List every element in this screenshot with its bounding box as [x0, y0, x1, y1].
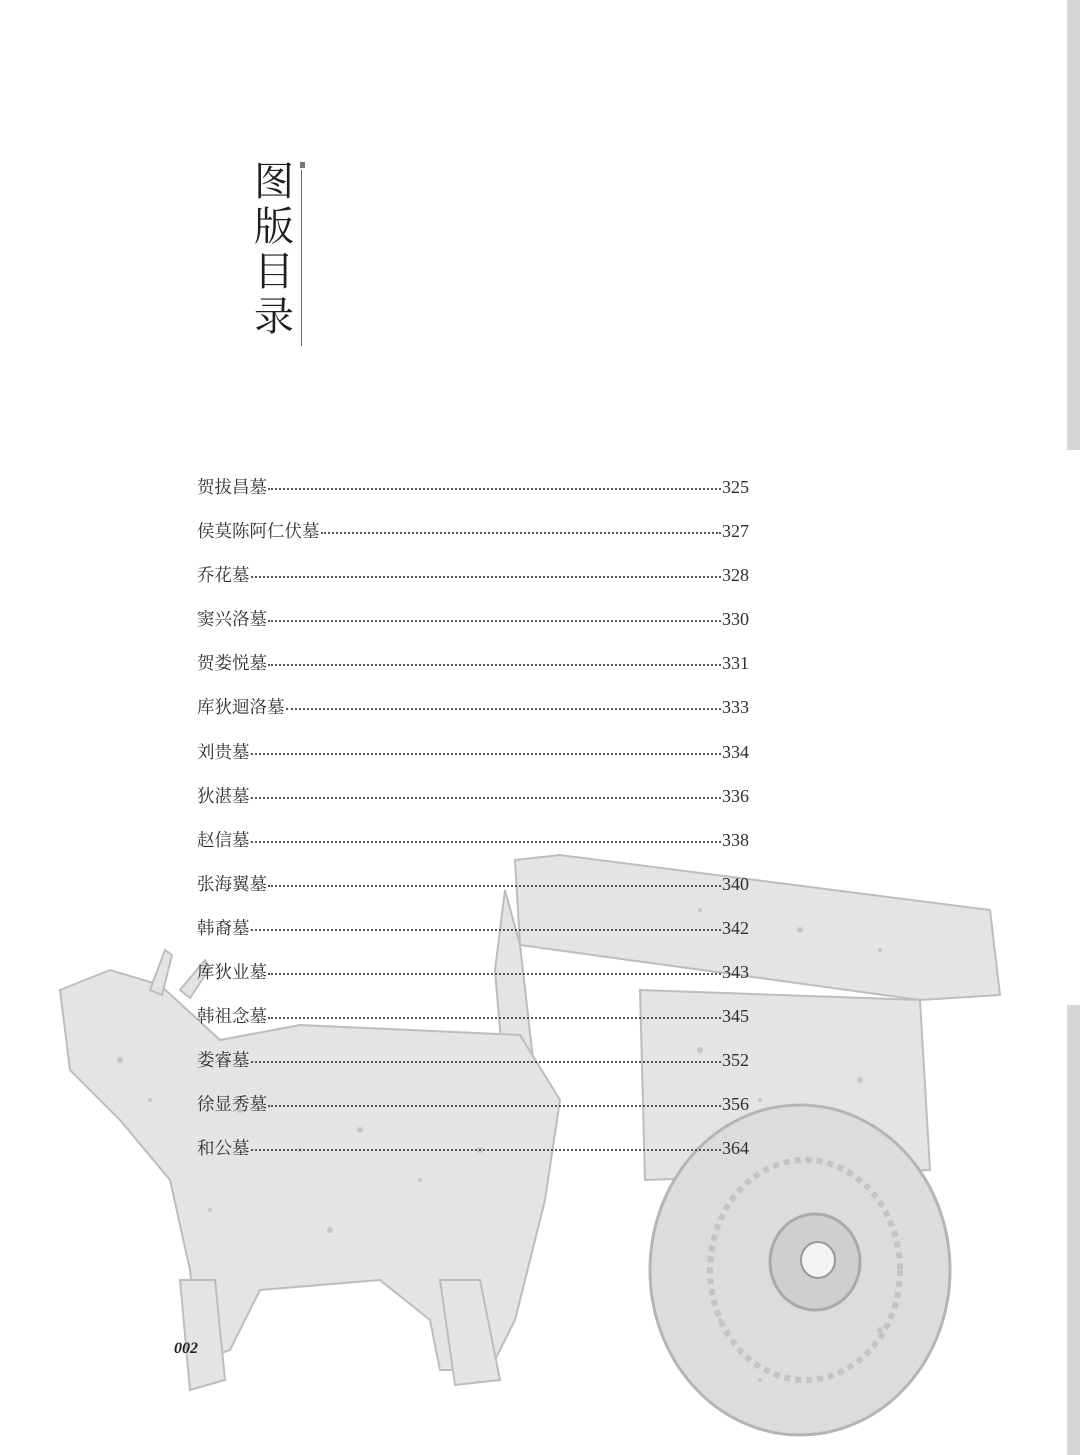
- toc-entry[interactable]: [197, 650, 749, 694]
- toc-entry-title: 库狄业墓: [197, 963, 267, 984]
- title-char: 录: [254, 294, 294, 340]
- toc-page-number: 342: [722, 917, 749, 938]
- toc-entry-title: 乔花墓: [197, 566, 250, 587]
- toc-page-number: 331: [722, 653, 749, 674]
- toc-leader-dots: [268, 1016, 721, 1019]
- toc-entry-title: 侯莫陈阿仁伏墓: [197, 522, 320, 543]
- toc-entry[interactable]: [197, 1003, 749, 1047]
- toc-leader-dots: [321, 531, 722, 534]
- toc-entry-title: 刘贵墓: [197, 742, 250, 763]
- page-title: [252, 160, 296, 340]
- toc-entry[interactable]: [197, 562, 749, 606]
- toc-entry-title: 和公墓: [197, 1139, 250, 1160]
- toc-entry[interactable]: [197, 518, 749, 562]
- toc-page-number: 336: [722, 785, 749, 806]
- toc-leader-dots: [268, 487, 721, 490]
- toc-entry-title: 狄湛墓: [197, 786, 250, 807]
- page-edge-tab-top: [1067, 0, 1080, 450]
- toc-page-number: 330: [722, 609, 749, 630]
- toc-leader-dots: [268, 663, 721, 666]
- title-char: 版: [254, 204, 294, 250]
- toc-entry[interactable]: [197, 959, 749, 1003]
- toc-entry-title: 贺拔昌墓: [197, 478, 267, 498]
- toc-page-number: 327: [722, 521, 749, 542]
- toc-page-number: 328: [722, 565, 749, 586]
- toc-entry[interactable]: [197, 474, 749, 518]
- toc-entry[interactable]: [197, 1135, 749, 1179]
- toc-page-number: 325: [722, 477, 749, 497]
- toc-entry-title: 张海翼墓: [197, 874, 267, 895]
- toc-page-number: 333: [722, 697, 749, 718]
- toc-leader-dots: [251, 928, 722, 931]
- toc-leader-dots: [251, 1060, 722, 1063]
- page-number: 002: [174, 1340, 198, 1357]
- toc-entry-title: 娄睿墓: [197, 1051, 250, 1072]
- toc-leader-dots: [268, 884, 721, 887]
- toc-leader-dots: [251, 840, 722, 843]
- toc-entry[interactable]: [197, 606, 749, 650]
- toc-leader-dots: [251, 1148, 722, 1151]
- toc-page-number: 338: [722, 829, 749, 850]
- toc-entry-title: 窦兴洛墓: [197, 610, 267, 631]
- toc-leader-dots: [268, 972, 721, 975]
- toc-page-number: 345: [722, 1006, 749, 1027]
- title-char: 目: [254, 249, 294, 295]
- toc-leader-dots: [268, 619, 721, 622]
- toc-entry-title: 库狄迴洛墓: [197, 698, 285, 719]
- toc-entry[interactable]: [197, 1091, 749, 1135]
- toc-leader-dots: [268, 1104, 721, 1107]
- toc-entry-title: 韩祖念墓: [197, 1007, 267, 1028]
- toc-entry[interactable]: [197, 871, 749, 915]
- toc-entry[interactable]: [197, 739, 749, 783]
- toc-leader-dots: [251, 796, 722, 799]
- toc-entry[interactable]: [197, 783, 749, 827]
- toc-leader-dots: [286, 707, 722, 710]
- toc-page-number: 343: [722, 962, 749, 983]
- toc-page-number: 352: [722, 1050, 749, 1071]
- page-edge-tab-bottom: [1067, 1005, 1080, 1455]
- title-char: 图: [254, 159, 294, 205]
- toc-leader-dots: [251, 575, 722, 578]
- title-rule: [301, 170, 302, 346]
- toc-entry-title: 赵信墓: [197, 830, 250, 851]
- toc-entry[interactable]: [197, 915, 749, 959]
- title-marker: [300, 162, 305, 168]
- toc-entry[interactable]: [197, 827, 749, 871]
- toc-entry[interactable]: [197, 694, 749, 738]
- toc-entry-title: 贺娄悦墓: [197, 654, 267, 675]
- toc-entry[interactable]: [197, 1047, 749, 1091]
- toc-page-number: 364: [722, 1138, 749, 1159]
- toc-page-number: 356: [722, 1094, 749, 1115]
- toc-entry-title: 韩裔墓: [197, 918, 250, 939]
- toc-leader-dots: [251, 752, 722, 755]
- toc-page-number: 334: [722, 741, 749, 762]
- table-of-contents: [197, 474, 749, 1180]
- toc-page-number: 340: [722, 873, 749, 894]
- toc-entry-title: 徐显秀墓: [197, 1095, 267, 1116]
